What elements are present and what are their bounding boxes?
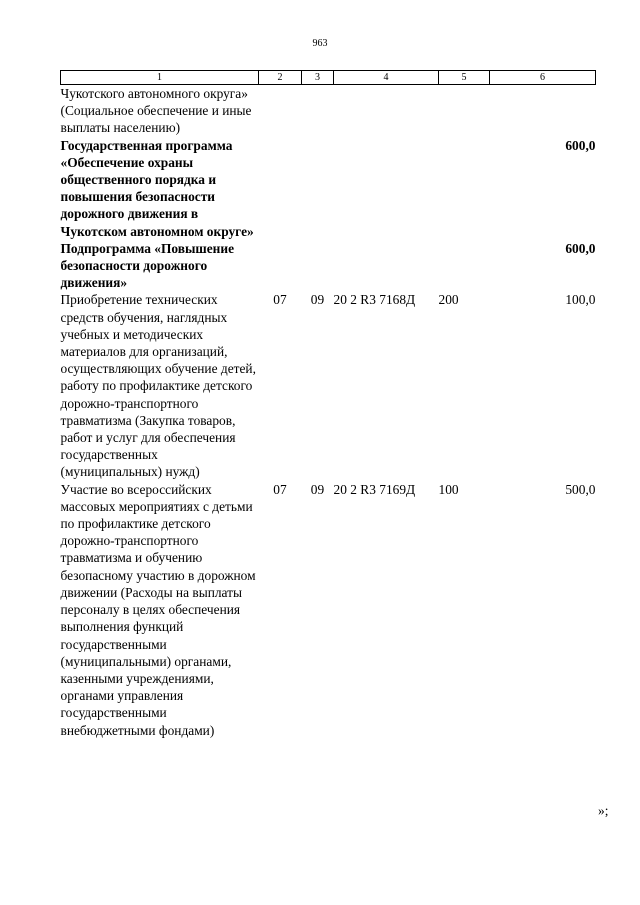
row-amount: 100,0 [565, 292, 596, 308]
row-target-code [334, 240, 439, 292]
row-subsection: 09 [310, 292, 325, 308]
table-header-row [61, 71, 596, 85]
row-subsection [302, 85, 334, 137]
table-row [61, 85, 596, 137]
row-expense-type [439, 137, 490, 240]
row-target-code [334, 85, 439, 137]
row-amount: 500,0 [565, 481, 596, 497]
row-target-code: 20 2 R3 7168Д [333, 292, 416, 308]
row-target-code: 20 2 R3 7169Д [333, 481, 416, 497]
row-expense-type: 100 [438, 481, 459, 497]
row-section: 07 [273, 481, 287, 497]
row-section [259, 240, 302, 292]
closing-quote-mark: »; [598, 803, 609, 818]
row-expense-type [439, 85, 490, 137]
table-row [61, 291, 596, 480]
budget-table [60, 70, 596, 739]
row-section [259, 137, 302, 240]
row-name: Подпрограмма «Повышение безопасности дорожного движения» [60, 240, 235, 291]
row-amount: 600,0 [565, 137, 596, 153]
row-subsection [302, 137, 334, 240]
table-row [61, 240, 596, 292]
column-header-6: 6 [490, 71, 596, 85]
row-section [259, 85, 302, 137]
column-header-2: 2 [259, 71, 302, 85]
row-amount [490, 85, 596, 137]
row-target-code [334, 137, 439, 240]
row-name: Приобретение технических средств обучения, наглядных учебных и методических материалов для организаций, осуществляющих обучение детей, работу по профилактике детского дорожно-транспортного травматизма (Закупка товаров, работ и услуг для обеспечения государственных (муниципальных) нужд) [60, 292, 256, 480]
row-name: Государственная программа «Обеспечение охраны общественного порядка и повышения безопасности дорожного движения в Чукотском автономном округе» [60, 137, 254, 239]
column-header-4: 4 [334, 71, 439, 85]
row-amount: 600,0 [565, 240, 596, 256]
column-header-3: 3 [302, 71, 334, 85]
row-expense-type [439, 240, 490, 292]
table-row [61, 481, 596, 739]
row-section: 07 [273, 292, 287, 308]
column-header-5: 5 [439, 71, 490, 85]
row-expense-type: 200 [438, 292, 459, 308]
row-subsection: 09 [310, 481, 325, 497]
page-number: 963 [312, 38, 328, 49]
row-name: Чукотского автономного округа» (Социальное обеспечение и иные выплаты населению) [60, 86, 252, 136]
row-name: Участие во всероссийских массовых мероприятиях с детьми по профилактике детского дорожно-транспортного травматизма и обучению безопасному участию в дорожном движении (Расходы на выплаты персоналу в целях обеспечения выполнения функций государственными (муниципальными) органами, казенными учреждениями, органами управления государственными внебюджетными фондами) [60, 481, 256, 738]
table-row [61, 137, 596, 240]
row-subsection [302, 240, 334, 292]
column-header-1: 1 [61, 71, 259, 85]
